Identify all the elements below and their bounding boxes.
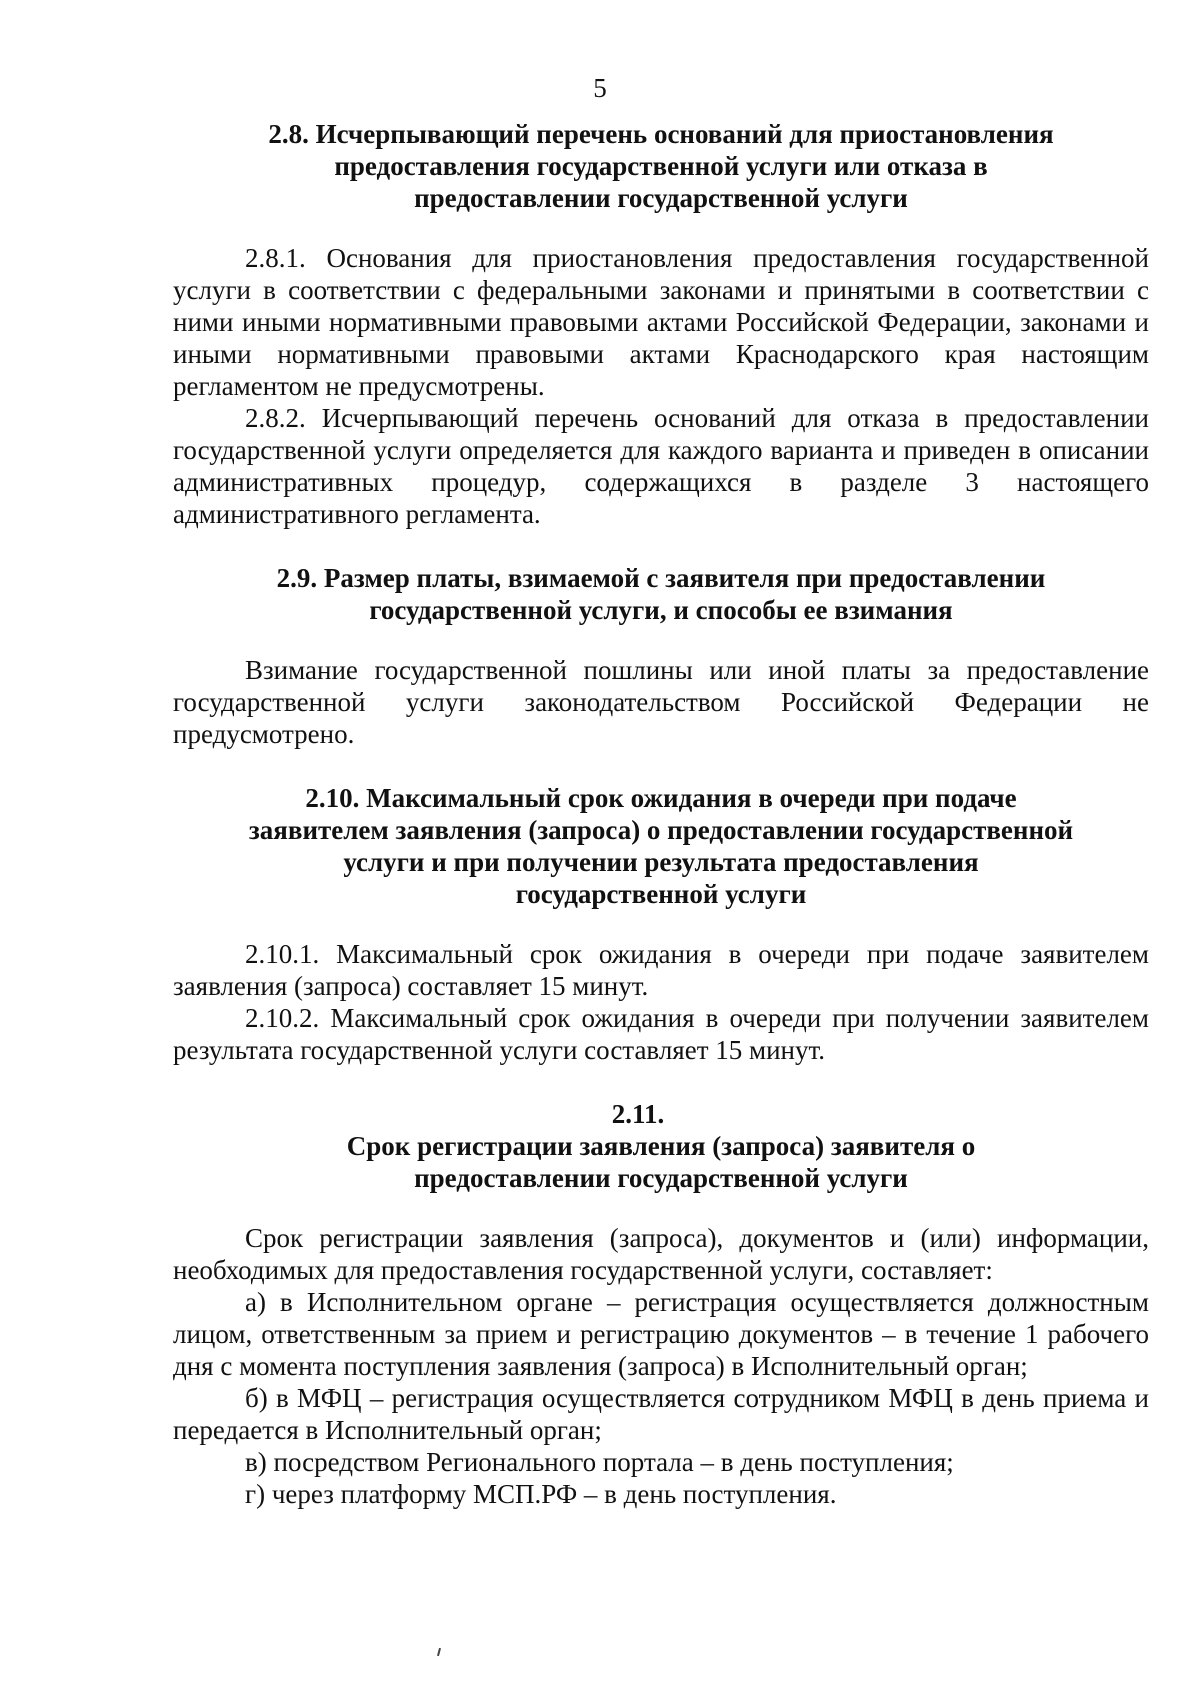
- heading-line: государственной услуги: [515, 879, 807, 909]
- heading-line: 2.8. Исчерпывающий перечень оснований для приостановления: [268, 119, 1054, 149]
- paragraph-2-8-1: 2.8.1. Основания для приостановления предоставления государственной услуги в соответствии с федеральными законами и принятыми в соответствии с ними иными нормативными правовыми актами Российской Федерации, законами и иными нормативными правовыми актами Краснодарского края настоящим регламентом не предусмотрены.: [173, 243, 1149, 401]
- paragraph-2-10-1: 2.10.1. Максимальный срок ожидания в очереди при подаче заявителем заявления (запроса) составляет 15 минут.: [173, 939, 1149, 1001]
- paragraph-2-8-2: 2.8.2. Исчерпывающий перечень оснований для отказа в предоставлении государственной услуги определяется для каждого варианта и приведен в описании административных процедур, содержащихся в разделе 3 настоящего административного регламента.: [173, 403, 1149, 529]
- heading-line: услуги и при получении результата предоставления: [343, 847, 979, 877]
- section-2-11-heading: [173, 1098, 1149, 1194]
- heading-line: 2.9. Размер платы, взимаемой с заявителя при предоставлении: [276, 563, 1046, 593]
- document-body: [173, 118, 1149, 1510]
- scan-artifact-mark: [437, 1648, 441, 1656]
- section-2-8-heading: [173, 118, 1149, 214]
- section-number: 2.11.: [611, 1099, 665, 1129]
- heading-line: предоставлении государственной услуги: [414, 1163, 908, 1193]
- heading-text: Срок регистрации заявления (запроса) заявителя о: [346, 1131, 976, 1161]
- heading-line: [173, 1098, 1149, 1162]
- list-item-g: г) через платформу МСП.РФ – в день поступления.: [245, 1479, 837, 1509]
- list-item-b: б) в МФЦ – регистрация осуществляется сотрудником МФЦ в день приема и передается в Исполнительный орган;: [173, 1383, 1149, 1445]
- heading-line: заявителем заявления (запроса) о предоставлении государственной: [248, 815, 1074, 845]
- page-number: 5: [593, 73, 607, 103]
- list-item-a: а) в Исполнительном органе – регистрация осуществляется должностным лицом, ответственным за прием и регистрацию документов – в течение 1 рабочего дня с момента поступления заявления (запроса) в Исполнительный орган;: [173, 1287, 1149, 1381]
- heading-line: предоставлении государственной услуги: [414, 183, 908, 213]
- heading-line: 2.10. Максимальный срок ожидания в очереди при подаче: [305, 783, 1017, 813]
- section-2-10-heading: [173, 782, 1149, 910]
- paragraph-2-11-intro: Срок регистрации заявления (запроса), документов и (или) информации, необходимых для предоставления государственной услуги, составляет:: [173, 1223, 1149, 1285]
- heading-line: предоставления государственной услуги или отказа в: [334, 151, 988, 181]
- paragraph-2-9: Взимание государственной пошлины или иной платы за предоставление государственной услуги законодательством Российской Федерации не предусмотрено.: [173, 655, 1149, 749]
- list-item-v: в) посредством Регионального портала – в день поступления;: [245, 1447, 954, 1477]
- paragraph-2-10-2: 2.10.2. Максимальный срок ожидания в очереди при получении заявителем результата государственной услуги составляет 15 минут.: [173, 1003, 1149, 1065]
- section-2-9-heading: [173, 562, 1149, 626]
- heading-line: государственной услуги, и способы ее взимания: [369, 595, 953, 625]
